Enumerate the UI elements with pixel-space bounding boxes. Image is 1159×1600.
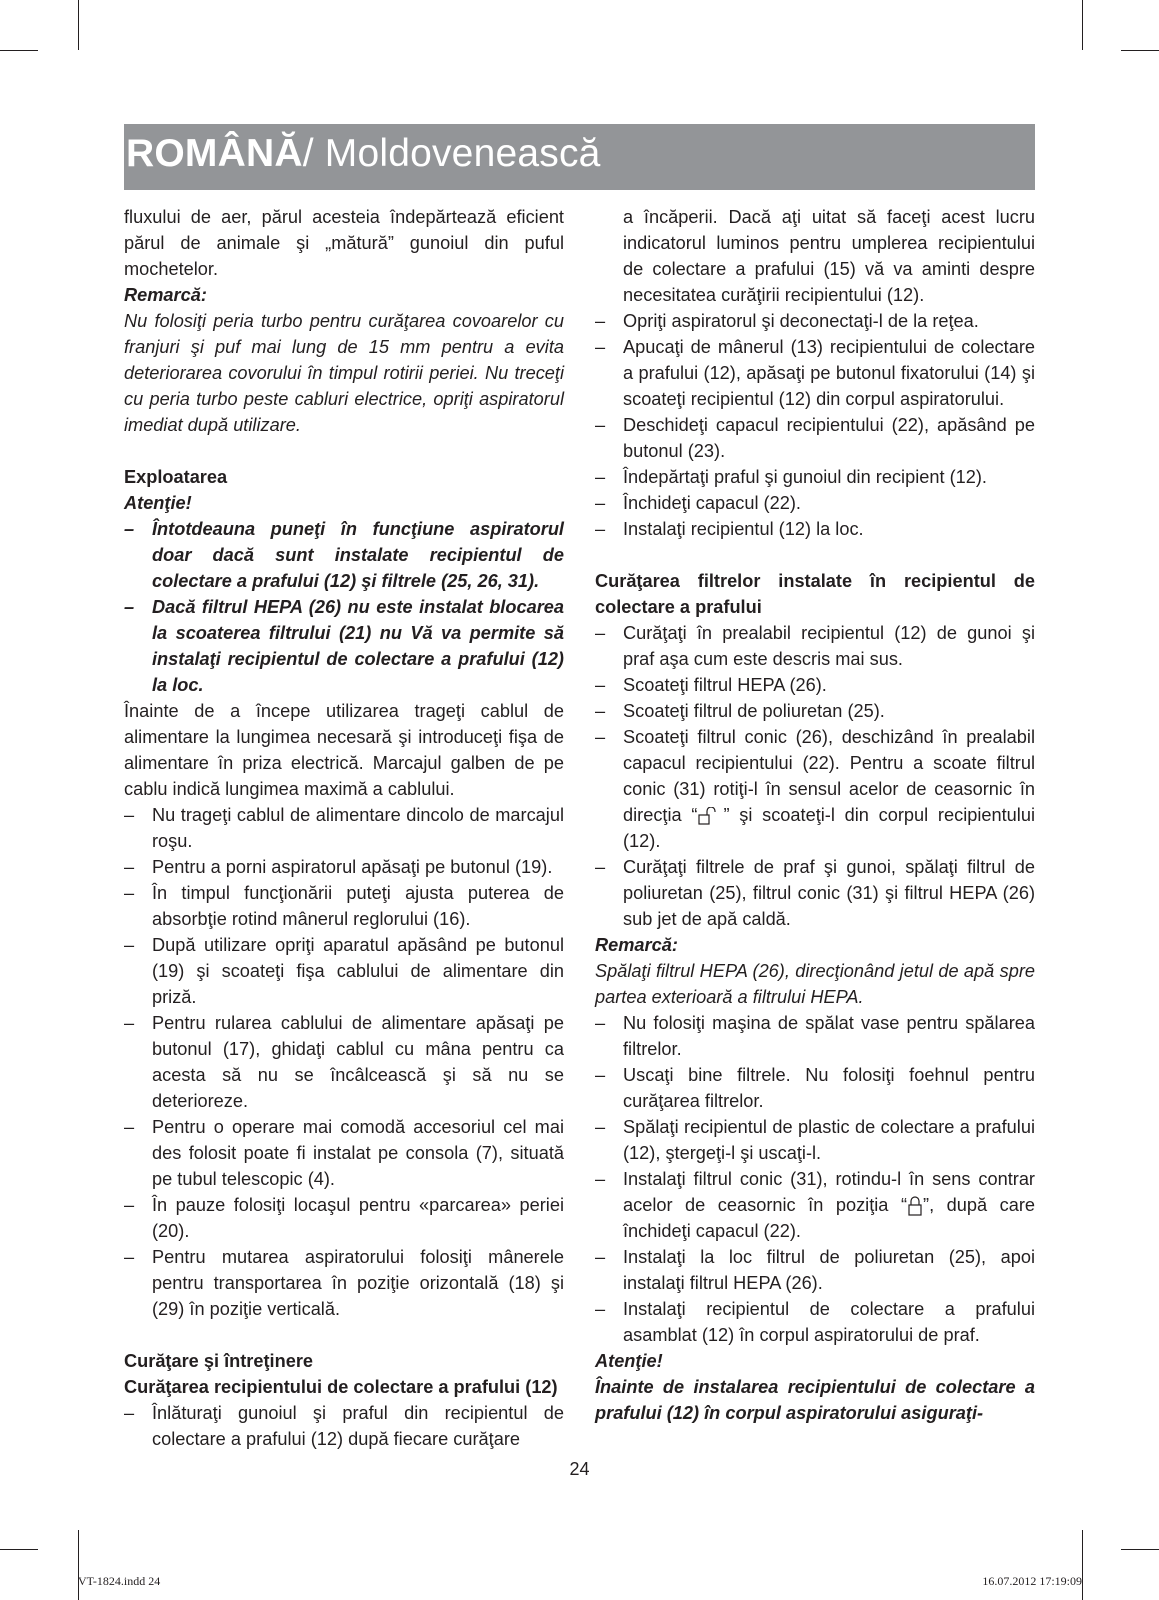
remark-label: Remarcă:	[124, 285, 207, 305]
list-item: – Instalaţi recipientul (12) la loc.	[595, 516, 1035, 542]
language-rest: / Moldovenească	[302, 132, 601, 175]
crop-mark	[1121, 50, 1159, 51]
list-item: – Curăţaţi în prealabil recipientul (12) de gunoi şi praf aşa cum este descris mai sus.	[595, 620, 1035, 672]
list-item: – Instalaţi recipientul de colectare a prafului asamblat (12) în corpul aspiratorului de praf.	[595, 1296, 1035, 1348]
lock-symbol-icon	[907, 1196, 923, 1216]
warning-item: – Dacă filtrul HEPA (26) nu este instalat blocarea la scoaterea filtrului (21) nu Vă va permite să instalaţi recipientul de colectare a prafului (12) la loc.	[124, 594, 564, 698]
attention-label: Atenţie!	[124, 493, 192, 513]
list-item	[595, 724, 1035, 854]
list-item: – Îndepărtaţi praful şi gunoiul din recipient (12).	[595, 464, 1035, 490]
list-item: – După utilizare opriţi aparatul apăsând pe butonul (19) şi scoateţi fişa cablului de alimentare din priză.	[124, 932, 564, 1010]
list-item: – Spălaţi recipientul de plastic de colectare a prafului (12), ştergeţi-l şi uscaţi-l.	[595, 1114, 1035, 1166]
remark-label: Remarcă:	[595, 935, 678, 955]
right-column	[595, 204, 1035, 1426]
language-bold: ROMÂNĂ	[126, 132, 303, 175]
paragraph: fluxului de aer, părul acesteia îndepărtează eficient părul de animale şi „mătură” gunoiul din puful mochetelor.	[124, 207, 564, 279]
crop-mark	[0, 50, 38, 51]
list-item: – Scoateţi filtrul de poliuretan (25).	[595, 698, 1035, 724]
section-heading: Exploatarea	[124, 467, 228, 487]
attention-text: Înainte de instalarea recipientului de colectare a prafului (12) în corpul aspiratorului asiguraţi-	[595, 1377, 1035, 1423]
list-item: – Apucaţi de mânerul (13) recipientului de colectare a prafului (12), apăsaţi pe butonul fixatorului (14) şi scoateţi recipientul (12) din corpul aspiratorului.	[595, 334, 1035, 412]
list-item: – Nu trageţi cablul de alimentare dincolo de marcajul roşu.	[124, 802, 564, 854]
section-heading: Curăţarea filtrelor instalate în recipientul de colectare a prafului	[595, 571, 1035, 617]
conic-text-end: ” şi scoateţi-l din corpul recipientului (12).	[623, 805, 1035, 851]
remark-text: Nu folosiţi peria turbo pentru curăţarea covoarelor cu franjuri şi puf mai lung de 15 mm pentru a evita deteriorarea covorului în timpul rotirii periei. Nu treceţi cu peria turbo peste cabluri electrice, opriţi aspiratorul imediat după utilizare.	[124, 311, 564, 435]
list-item: – Pentru o operare mai comodă accesoriul cel mai des folosit poate fi instalat pe consola (7), situată pe tubul telescopic (4).	[124, 1114, 564, 1192]
list-item	[595, 1166, 1035, 1244]
left-column	[124, 204, 564, 1452]
unlock-symbol-icon	[697, 807, 723, 825]
list-item: – În timpul funcţionării puteţi ajusta puterea de absorbţie rotind mânerul reglorului (16).	[124, 880, 564, 932]
list-item: – În pauze folosiţi locaşul pentru «parcarea» periei (20).	[124, 1192, 564, 1244]
crop-mark	[1082, 0, 1083, 50]
list-item: – Nu folosiţi maşina de spălat vase pentru spălarea filtrelor.	[595, 1010, 1035, 1062]
paragraph: Înainte de a începe utilizarea trageţi cablul de alimentare la lungimea necesară şi introduceţi fişa de alimentare în priza electrică. Marcajul galben de pe cablu indică lungimea maximă a cablului.	[124, 701, 564, 799]
attention-label: Atenţie!	[595, 1351, 663, 1371]
warning-item: – Întotdeauna puneţi în funcţiune aspiratorul doar dacă sunt instalate recipientul de colectare a prafului (12) şi filtrele (25, 26, 31).	[124, 516, 564, 594]
subsection-heading: Curăţarea recipientului de colectare a prafului (12)	[124, 1377, 558, 1397]
crop-mark	[78, 0, 79, 50]
list-item: – Deschideţi capacul recipientului (22), apăsând pe butonul (23).	[595, 412, 1035, 464]
list-item: – Înlăturaţi gunoiul şi praful din recipientul de colectare a prafului (12) după fiecare curăţare	[124, 1400, 564, 1452]
language-title	[126, 132, 601, 176]
list-item: – Instalaţi la loc filtrul de poliuretan (25), apoi instalaţi filtrul HEPA (26).	[595, 1244, 1035, 1296]
crop-mark	[0, 1549, 38, 1550]
crop-mark	[78, 1530, 79, 1600]
list-item-continuation: a încăperii. Dacă aţi uitat să faceţi acest lucru indicatorul luminos pentru umplerea recipientului de colectare a prafului (15) vă va aminti despre necesitatea curăţirii recipientului (12).	[623, 207, 1035, 305]
list-item: – Scoateţi filtrul HEPA (26).	[595, 672, 1035, 698]
list-item: – Pentru a porni aspiratorul apăsaţi pe butonul (19).	[124, 854, 564, 880]
list-item: – Curăţaţi filtrele de praf şi gunoi, spălaţi filtrul de poliuretan (25), filtrul conic (31) şi filtrul HEPA (26) sub jet de apă caldă.	[595, 854, 1035, 932]
list-item: – Uscaţi bine filtrele. Nu folosiţi foehnul pentru curăţarea filtrelor.	[595, 1062, 1035, 1114]
list-item: – Opriţi aspiratorul şi deconectaţi-l de la reţea.	[595, 308, 1035, 334]
crop-mark	[1121, 1549, 1159, 1550]
footer-file-info: VT-1824.indd 24	[78, 1574, 161, 1588]
conic-text-start: Scoateţi filtrul conic (26), deschizând în prealabil capacul recipientului (22). Pentru a scoate filtrul conic (31) rotiţi-l în sensul acelor de ceasornic în direcţia “	[623, 727, 1035, 825]
list-item: – Pentru mutarea aspiratorului folosiţi mânerele pentru transportarea în poziţie orizontală (18) şi (29) în poziţie verticală.	[124, 1244, 564, 1322]
page-number: 24	[569, 1459, 590, 1479]
language-header	[124, 124, 1035, 190]
install-text-start: Instalaţi filtrul conic (31), rotindu-l în sens contrar acelor de ceasornic în poziţia “	[623, 1169, 1035, 1215]
list-item: – Închideţi capacul (22).	[595, 490, 1035, 516]
list-item: – Pentru rularea cablului de alimentare apăsaţi pe butonul (17), ghidaţi cablul cu mâna pentru ca acesta să nu se încâlcească şi să nu se deterioreze.	[124, 1010, 564, 1114]
footer-date-time: 16.07.2012 17:19:09	[982, 1574, 1082, 1588]
crop-mark	[1082, 1530, 1083, 1600]
install-text-end: ”, după care închideţi capacul (22).	[623, 1195, 1036, 1241]
remark-text: Spălaţi filtrul HEPA (26), direcţionând jetul de apă spre partea exterioară a filtrului HEPA.	[595, 961, 1035, 1007]
section-heading: Curăţare şi întreţinere	[124, 1351, 314, 1371]
